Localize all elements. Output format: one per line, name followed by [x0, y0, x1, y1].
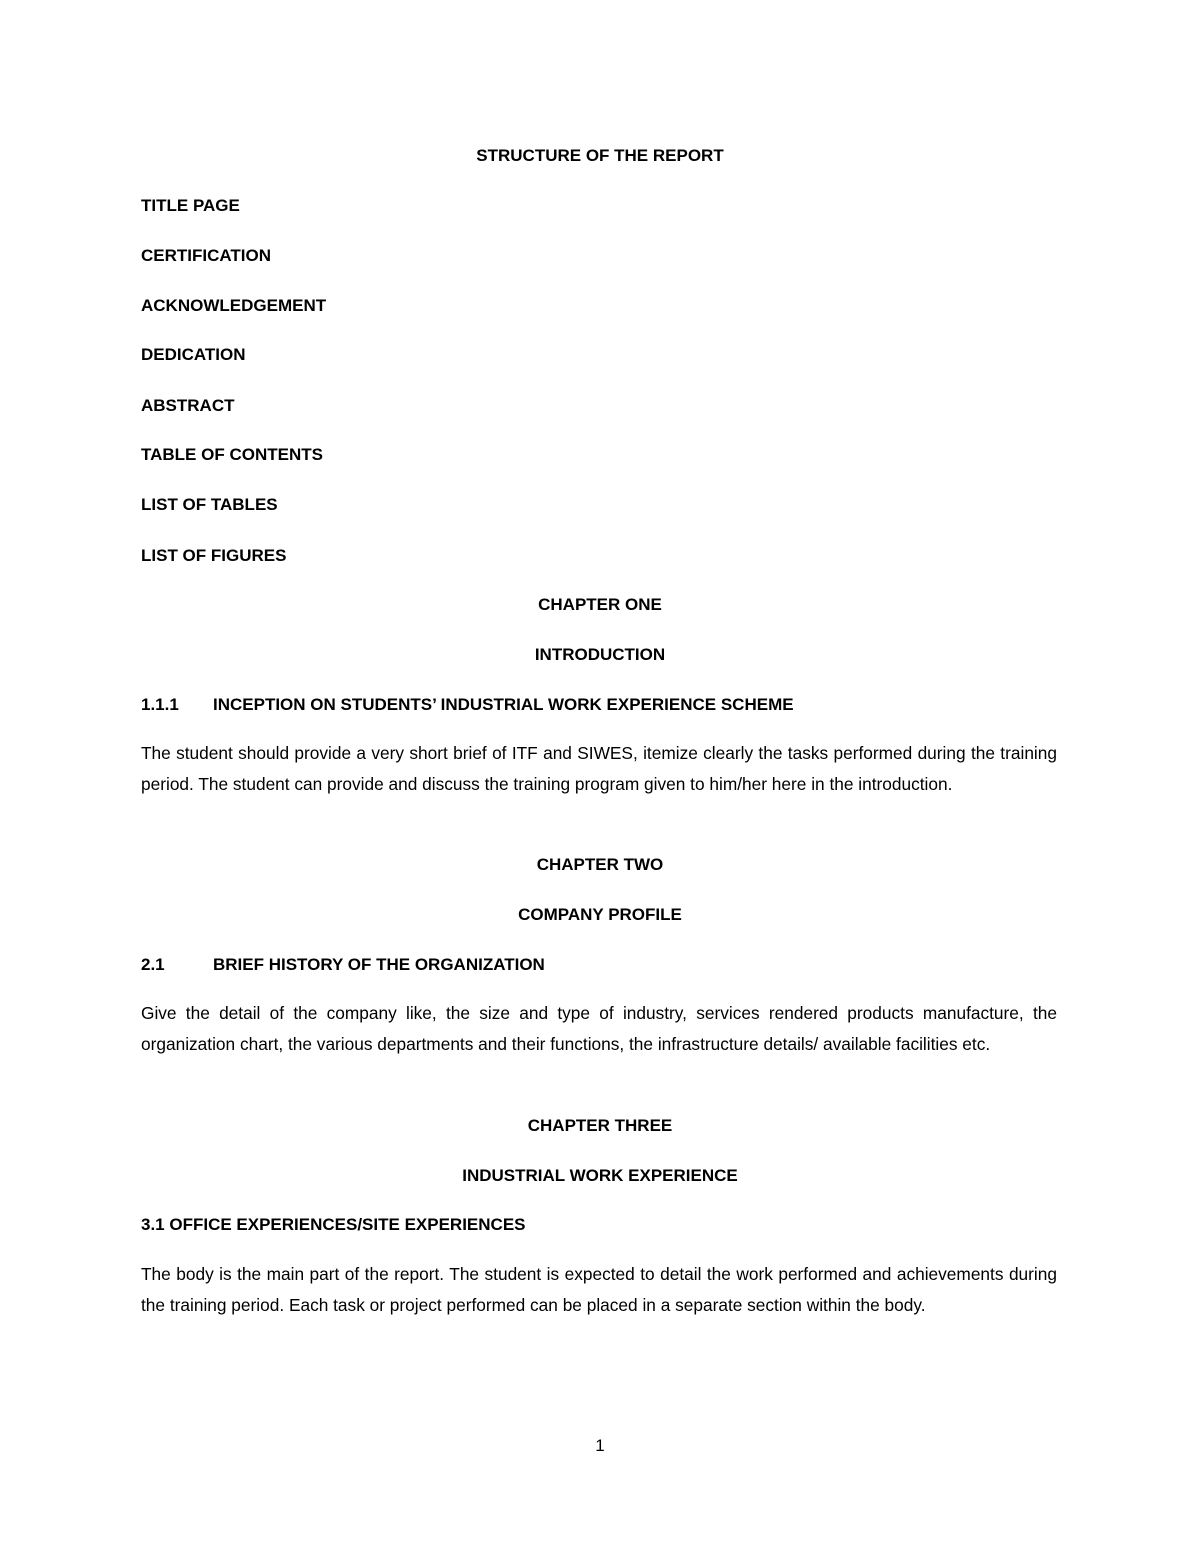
section-title: INCEPTION ON STUDENTS’ INDUSTRIAL WORK EXPERIENCE SCHEME [213, 695, 794, 714]
chapter-three-body: The body is the main part of the report. The student is expected to detail the work performed and achievements during the training period. Each task or project performed can be placed in a separate section within the body. [141, 1264, 1057, 1315]
front-matter-item-list-of-figures: LIST OF FIGURES [141, 546, 287, 565]
section-heading-2-1 [141, 954, 545, 976]
section-title: BRIEF HISTORY OF THE ORGANIZATION [213, 955, 545, 974]
front-matter-item-acknowledgement: ACKNOWLEDGEMENT [141, 296, 327, 315]
chapter-three-label: CHAPTER THREE [527, 1116, 673, 1135]
front-matter-item-title-page: TITLE PAGE [141, 196, 240, 215]
section-number: 1.1.1 [141, 695, 179, 714]
front-matter-item-certification: CERTIFICATION [141, 246, 272, 265]
chapter-two-body: Give the detail of the company like, the size and type of industry, services rendered products manufacture, the organization chart, the various departments and their functions, the infrastructure details/ available facilities etc. [141, 1003, 1057, 1054]
chapter-one-title: INTRODUCTION [534, 645, 666, 664]
front-matter-item-table-of-contents: TABLE OF CONTENTS [141, 445, 323, 464]
report-title: STRUCTURE OF THE REPORT [476, 146, 724, 165]
section-heading-3-1: 3.1 OFFICE EXPERIENCES/SITE EXPERIENCES [141, 1215, 526, 1234]
chapter-one-body: The student should provide a very short brief of ITF and SIWES, itemize clearly the tasks performed during the training period. The student can provide and discuss the training program given to him/her here in the introduction. [141, 743, 1057, 794]
front-matter-item-dedication: DEDICATION [141, 345, 246, 364]
chapter-three-title: INDUSTRIAL WORK EXPERIENCE [462, 1166, 738, 1185]
chapter-two-label: CHAPTER TWO [536, 855, 664, 874]
chapter-one-label: CHAPTER ONE [538, 595, 662, 614]
section-heading-1-1-1 [141, 694, 794, 716]
chapter-two-title: COMPANY PROFILE [518, 905, 682, 924]
page-number: 1 [595, 1436, 605, 1455]
section-number: 2.1 [141, 955, 165, 974]
front-matter-item-abstract: ABSTRACT [141, 396, 235, 415]
front-matter-item-list-of-tables: LIST OF TABLES [141, 495, 278, 514]
